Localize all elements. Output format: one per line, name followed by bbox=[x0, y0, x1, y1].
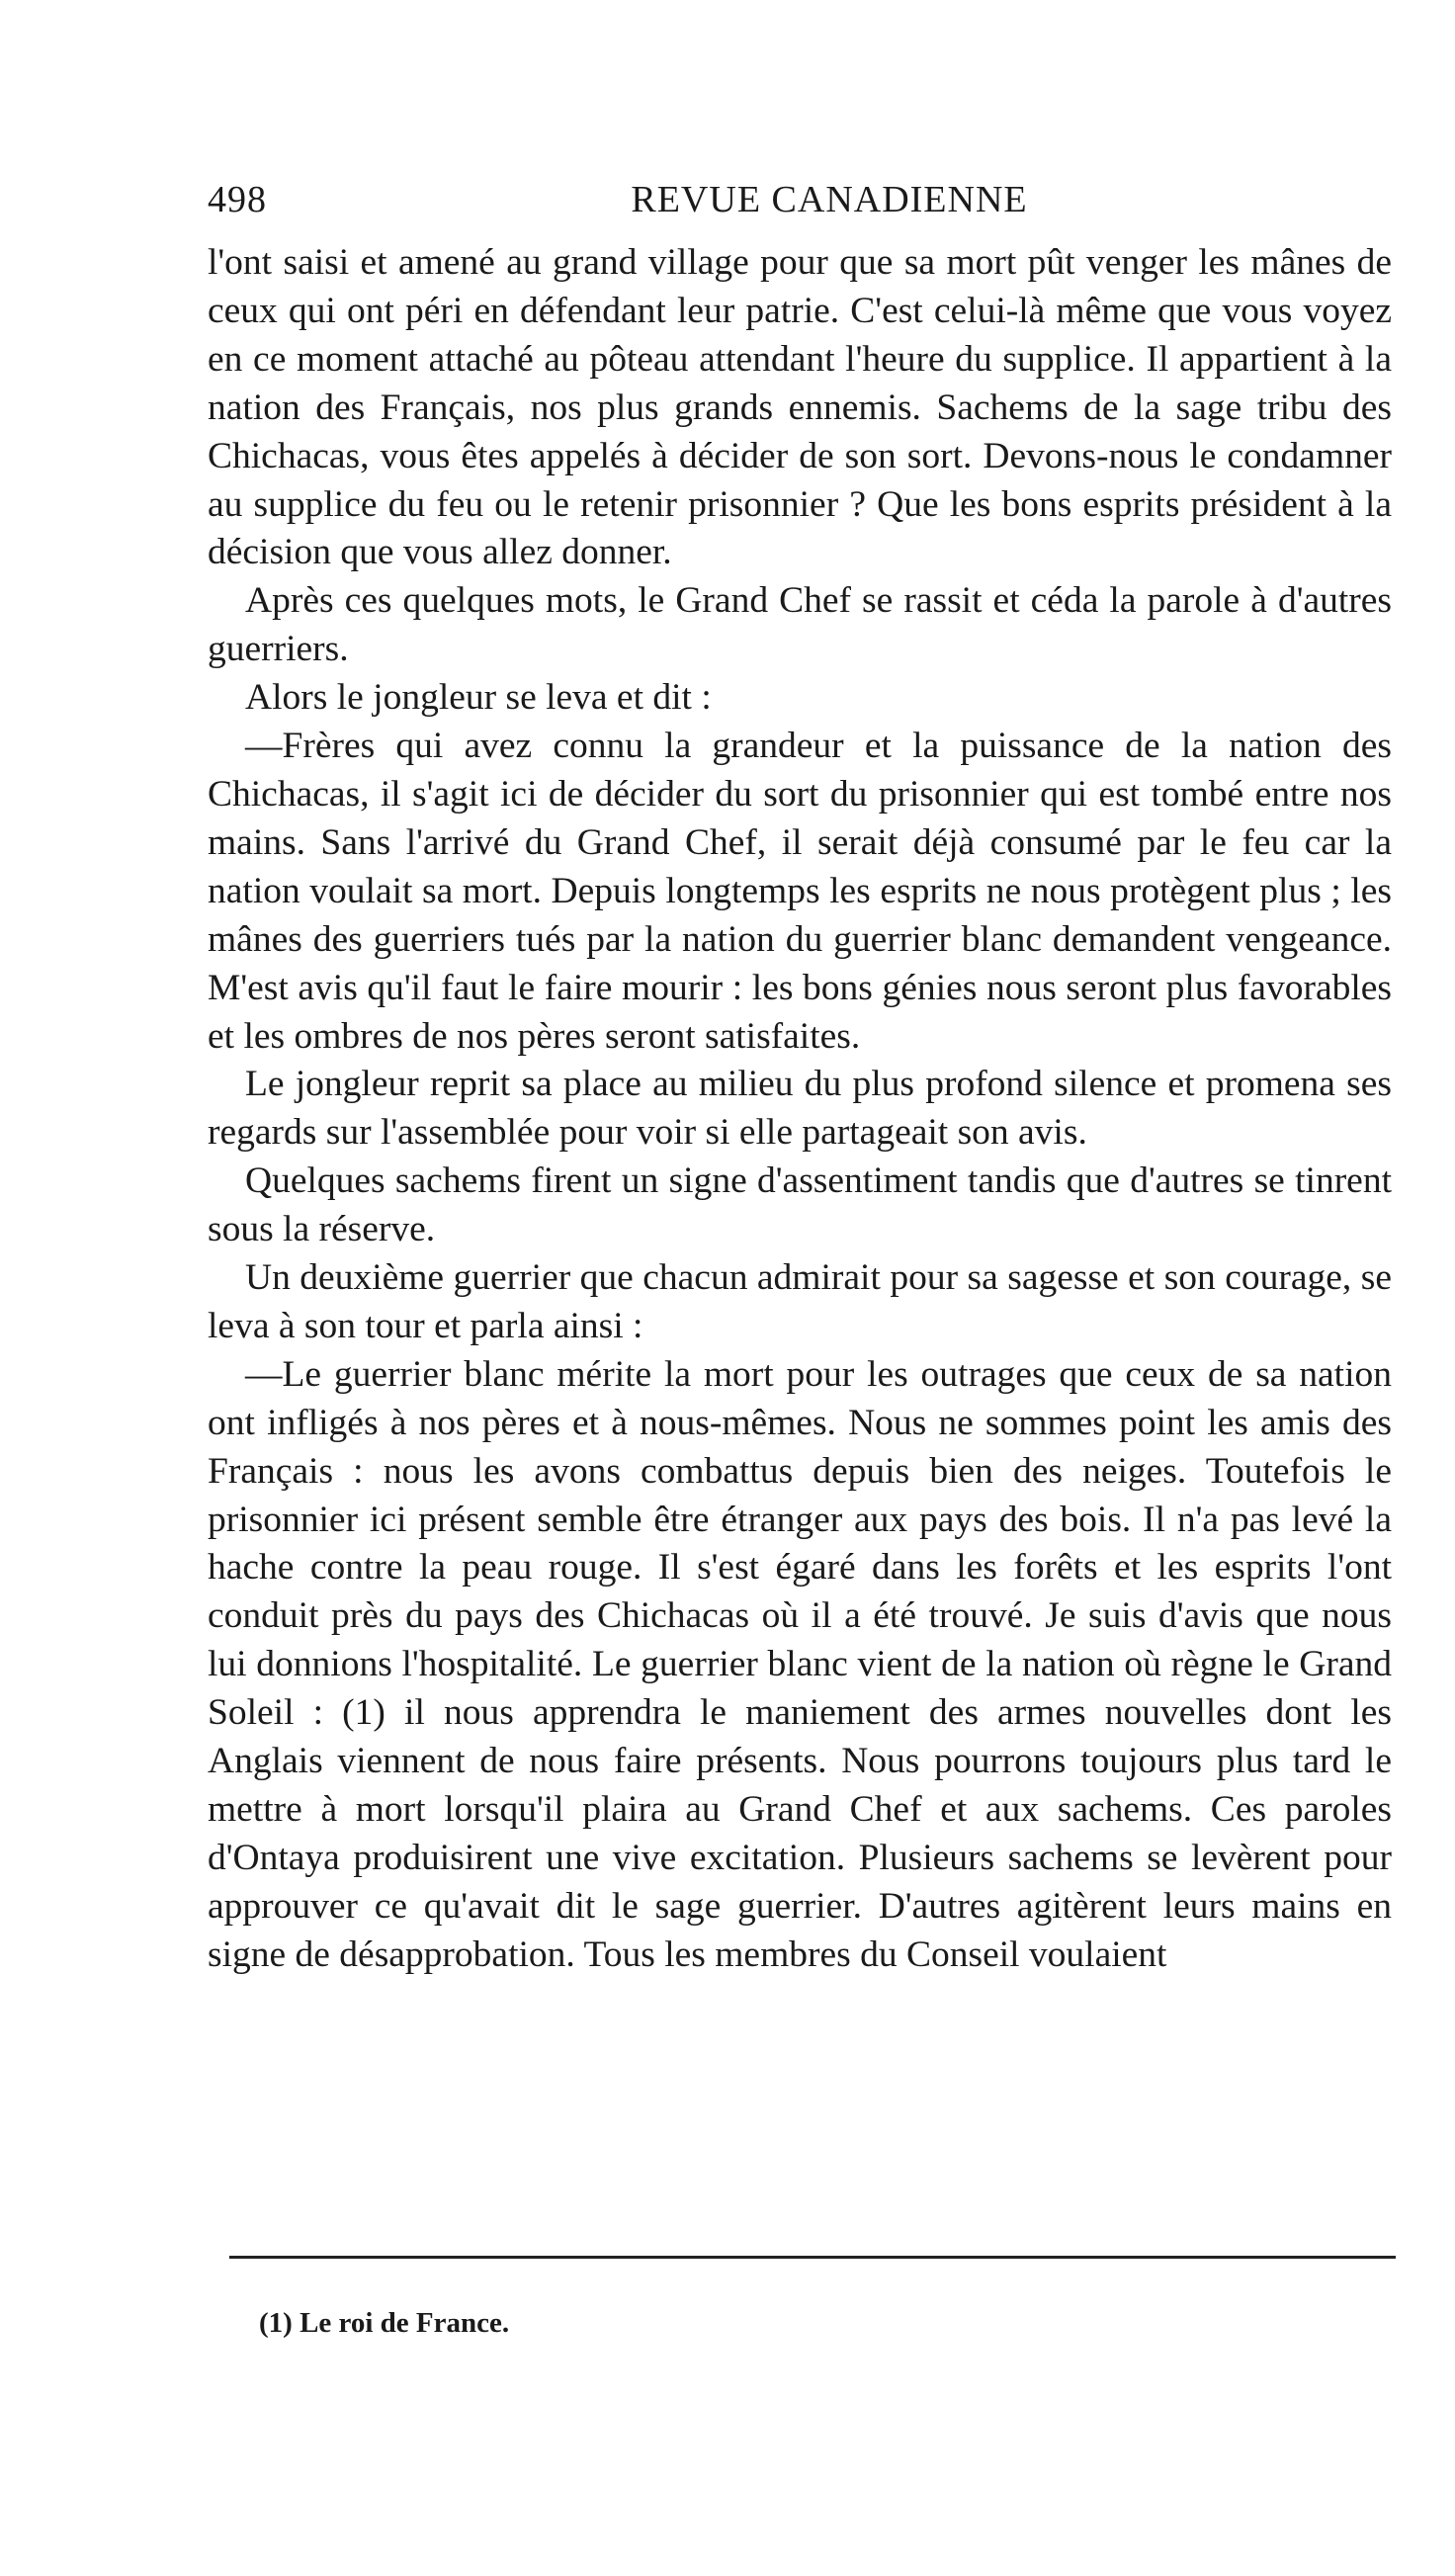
footnote-divider bbox=[229, 2256, 1396, 2259]
paragraph: Quelques sachems firent un signe d'assentiment tandis que d'autres se tinrent sous la réserve. bbox=[208, 1160, 1392, 1250]
paragraph: Un deuxième guerrier que chacun admirait pour sa sagesse et son courage, se leva à son tour et parla ainsi : bbox=[208, 1257, 1392, 1346]
paragraph: Alors le jongleur se leva et dit : bbox=[245, 677, 712, 719]
page bbox=[208, 178, 1392, 1980]
paragraph: —Frères qui avez connu la grandeur et la puissance de la nation des Chichacas, il s'agit ici de décider du sort du prisonnier qui est tombé entre nos mains. Sans l'arrivé du Grand Chef, il serait déjà consumé par le feu car la nation voulait sa mort. Depuis longtemps les esprits ne nous protègent plus ; les mânes des guerriers tués par la nation du guerrier blanc demandent vengeance. M'est avis qu'il faut le faire mourir : les bons génies nous seront plus favorables et les ombres de nos pères seront satisfaites. bbox=[208, 726, 1392, 1057]
footnote: (1) Le roi de France. bbox=[259, 2307, 510, 2339]
running-title: REVUE CANADIENNE bbox=[631, 179, 1028, 220]
paragraph: Après ces quelques mots, le Grand Chef se rassit et céda la parole à d'autres guerriers. bbox=[208, 580, 1392, 670]
paragraph: Le jongleur reprit sa place au milieu du plus profond silence et promena ses regards sur l'assemblée pour voir si elle partageait son avis. bbox=[208, 1064, 1392, 1154]
page-header bbox=[208, 178, 1392, 239]
body-text bbox=[208, 239, 1392, 1980]
page-number: 498 bbox=[208, 179, 267, 220]
paragraph: —Le guerrier blanc mérite la mort pour les outrages que ceux de sa nation ont infligés à nos pères et à nous-mêmes. Nous ne sommes point les amis des Français : nous les avons combattus depuis bien des neiges. Toutefois le prisonnier ici présent semble être étranger aux pays des bois. Il n'a pas levé la hache contre la peau rouge. Il s'est égaré dans les forêts et les esprits l'ont conduit près du pays des Chichacas où il a été trouvé. Je suis d'avis que nous lui donnions l'hospitalité. Le guerrier blanc vient de la nation où règne le Grand Soleil : (1) il nous apprendra le maniement des armes nouvelles dont les Anglais viennent de nous faire présents. Nous pourrons toujours plus tard le mettre à mort lorsqu'il plaira au Grand Chef et aux sachems. Ces paroles d'Ontaya produisirent une vive excitation. Plusieurs sachems se levèrent pour approuver ce qu'avait dit le sage guerrier. D'autres agitèrent leurs mains en signe de désapprobation. Tous les membres du Conseil voulaient bbox=[208, 1353, 1392, 1975]
paragraph: l'ont saisi et amené au grand village pour que sa mort pût venger les mânes de ceux qui ont péri en défendant leur patrie. C'est celui-là même que vous voyez en ce moment attaché au pôteau attendant l'heure du supplice. Il appartient à la nation des Français, nos plus grands ennemis. Sachems de la sage tribu des Chichacas, vous êtes appelés à décider de son sort. Devons-nous le condamner au supplice du feu ou le retenir prisonnier ? Que les bons esprits président à la décision que vous allez donner. bbox=[208, 242, 1392, 573]
